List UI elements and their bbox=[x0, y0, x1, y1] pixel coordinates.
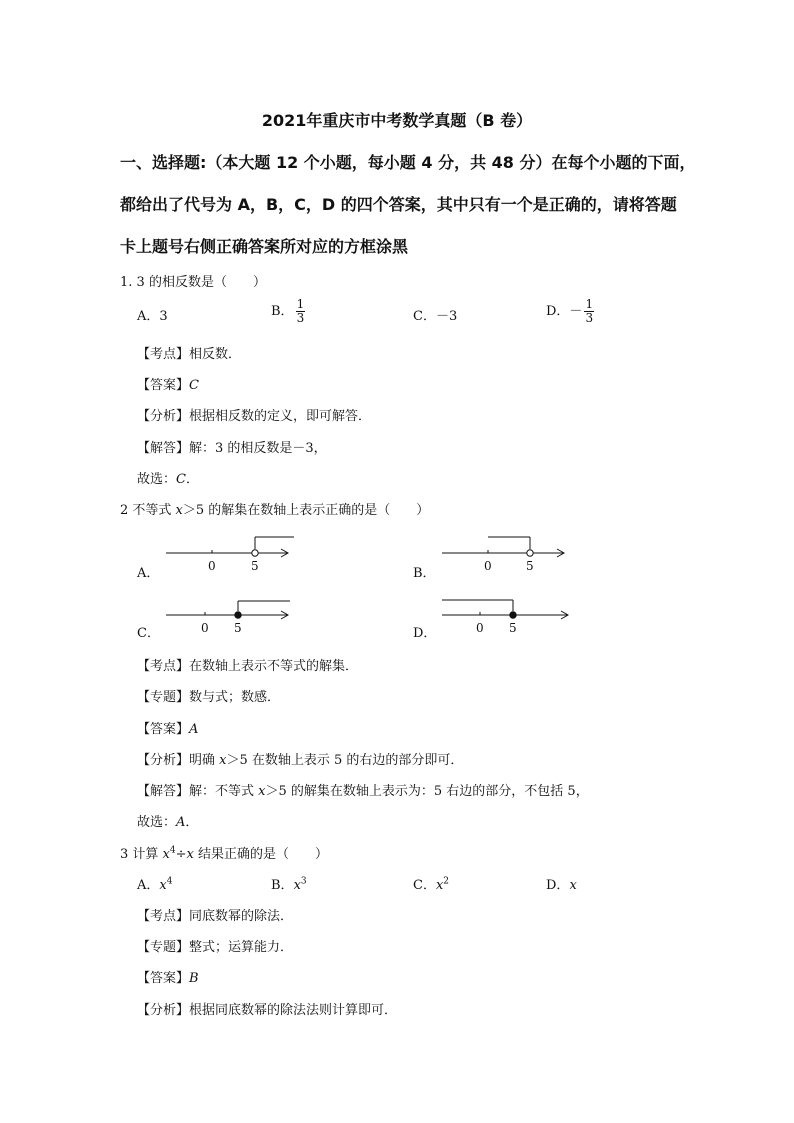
section-intro-line-2: 都给出了代号为 A，B，C，D 的四个答案，其中只有一个是正确的，请将答题 bbox=[120, 195, 677, 214]
q1-stem: 1. 3 的相反数是（ ） bbox=[120, 275, 266, 290]
answer-label: 【答案】 bbox=[137, 378, 190, 393]
option-exponent: 2 bbox=[443, 876, 450, 887]
tick-label-zero: 0 bbox=[208, 559, 216, 573]
q2-answer bbox=[137, 718, 198, 737]
solution-text: 【解答】解：不等式 bbox=[137, 784, 259, 799]
q2-number-line-d bbox=[436, 592, 576, 637]
division-sign: ÷ bbox=[175, 847, 187, 862]
choice-value: C bbox=[176, 472, 186, 487]
q3-option-a bbox=[137, 874, 172, 893]
option-variable: x bbox=[569, 878, 577, 893]
option-label: D． bbox=[546, 878, 570, 893]
q2-number-line-c bbox=[160, 592, 300, 637]
page-title: 2021年重庆市中考数学真题（B 卷） bbox=[261, 111, 533, 130]
solution-text: ＞5 的解集在数轴上表示为：5 右边的部分，不包括 5， bbox=[265, 784, 589, 799]
tick-label-five: 5 bbox=[526, 559, 534, 573]
analysis-text: 【分析】明确 bbox=[137, 753, 220, 768]
q3-zhuanti: 【专题】整式；运算能力． bbox=[137, 940, 294, 955]
solution-variable: x bbox=[258, 784, 266, 799]
choice-end: ． bbox=[185, 472, 199, 487]
option-exponent: 3 bbox=[300, 876, 307, 887]
choice-value: A bbox=[176, 815, 186, 830]
q1-option-d bbox=[546, 298, 594, 325]
tick-label-five: 5 bbox=[509, 621, 517, 635]
q1-kaodian: 【考点】相反数． bbox=[137, 347, 242, 362]
fraction-numerator: 1 bbox=[296, 297, 305, 311]
closed-point bbox=[510, 612, 516, 618]
open-point bbox=[252, 550, 258, 556]
stem-text: 3 计算 bbox=[120, 847, 163, 862]
stem-variable: x bbox=[186, 847, 194, 862]
q3-stem bbox=[120, 843, 328, 862]
q1-answer bbox=[137, 374, 199, 393]
q1-choice bbox=[137, 468, 199, 487]
q3-option-b bbox=[271, 874, 307, 893]
section-intro-line-3: 卡上题号右侧正确答案所对应的方框涂黑 bbox=[120, 237, 409, 256]
q2-option-b-label: B． bbox=[413, 566, 436, 581]
choice-end: ． bbox=[185, 815, 199, 830]
answer-value: B bbox=[189, 971, 199, 986]
q3-option-d bbox=[546, 874, 577, 893]
closed-point bbox=[235, 612, 241, 618]
option-exponent: 4 bbox=[166, 876, 173, 887]
analysis-text: ＞5 在数轴上表示 5 的右边的部分即可． bbox=[226, 753, 464, 768]
option-variable: x bbox=[435, 878, 444, 893]
q2-zhuanti: 【专题】数与式；数感． bbox=[137, 690, 281, 705]
q1-option-d-label: D．－ bbox=[546, 304, 583, 319]
stem-exponent: 4 bbox=[169, 845, 176, 856]
tick-label-zero: 0 bbox=[484, 559, 492, 573]
stem-text: 2 不等式 bbox=[120, 503, 176, 518]
option-variable: x bbox=[159, 878, 167, 893]
section-intro-line-1: 一、选择题:（本大题 12 个小题，每小题 4 分，共 48 分）在每个小题的下面， bbox=[120, 153, 696, 172]
tick-label-zero: 0 bbox=[201, 621, 209, 635]
fraction-numerator: 1 bbox=[585, 297, 594, 311]
answer-value: A bbox=[189, 722, 199, 737]
q3-answer bbox=[137, 967, 199, 986]
q1-analysis: 【分析】根据相反数的定义，即可解答． bbox=[137, 409, 372, 424]
tick-label-zero: 0 bbox=[476, 621, 484, 635]
q1-option-b-fraction bbox=[296, 298, 306, 325]
q3-kaodian: 【考点】同底数幂的除法． bbox=[137, 909, 294, 924]
q1-option-c: C．－3 bbox=[413, 309, 458, 324]
option-variable: x bbox=[293, 878, 301, 893]
q3-option-c bbox=[413, 874, 449, 893]
stem-text: ＞5 的解集在数轴上表示正确的是（ ） bbox=[182, 503, 430, 518]
q1-option-a: A．3 bbox=[137, 309, 168, 324]
choice-label: 故选： bbox=[137, 815, 177, 830]
q2-solution bbox=[137, 780, 589, 799]
tick-label-five: 5 bbox=[251, 559, 259, 573]
tick-label-five: 5 bbox=[234, 621, 242, 635]
stem-text: 结果正确的是（ ） bbox=[193, 847, 329, 862]
answer-label: 【答案】 bbox=[137, 971, 190, 986]
q2-stem bbox=[120, 499, 429, 518]
q2-option-c-label: C． bbox=[137, 626, 160, 641]
q2-option-d-label: D． bbox=[413, 626, 437, 641]
q2-number-line-b bbox=[436, 530, 576, 575]
choice-label: 故选： bbox=[137, 472, 177, 487]
option-label: C． bbox=[413, 878, 436, 893]
q2-number-line-a bbox=[160, 530, 300, 575]
q1-option-b-label: B． bbox=[271, 304, 294, 319]
option-label: A． bbox=[137, 878, 160, 893]
answer-value: C bbox=[189, 378, 199, 393]
q3-analysis: 【分析】根据同底数幂的除法法则计算即可． bbox=[137, 1003, 398, 1018]
q2-analysis bbox=[137, 749, 463, 768]
q1-solution: 【解答】解：3 的相反数是－3， bbox=[137, 441, 327, 456]
answer-label: 【答案】 bbox=[137, 722, 190, 737]
q2-choice bbox=[137, 811, 198, 830]
stem-variable: x bbox=[162, 847, 170, 862]
fraction-denominator: 3 bbox=[585, 311, 594, 325]
q2-kaodian: 【考点】在数轴上表示不等式的解集． bbox=[137, 659, 359, 674]
q1-option-d-fraction bbox=[584, 298, 594, 325]
fraction-denominator: 3 bbox=[296, 311, 305, 325]
stem-variable: x bbox=[175, 503, 183, 518]
q2-option-a-label: A． bbox=[137, 566, 160, 581]
analysis-variable: x bbox=[219, 753, 227, 768]
open-point bbox=[527, 550, 533, 556]
option-label: B． bbox=[271, 878, 294, 893]
q1-option-b bbox=[271, 298, 305, 325]
